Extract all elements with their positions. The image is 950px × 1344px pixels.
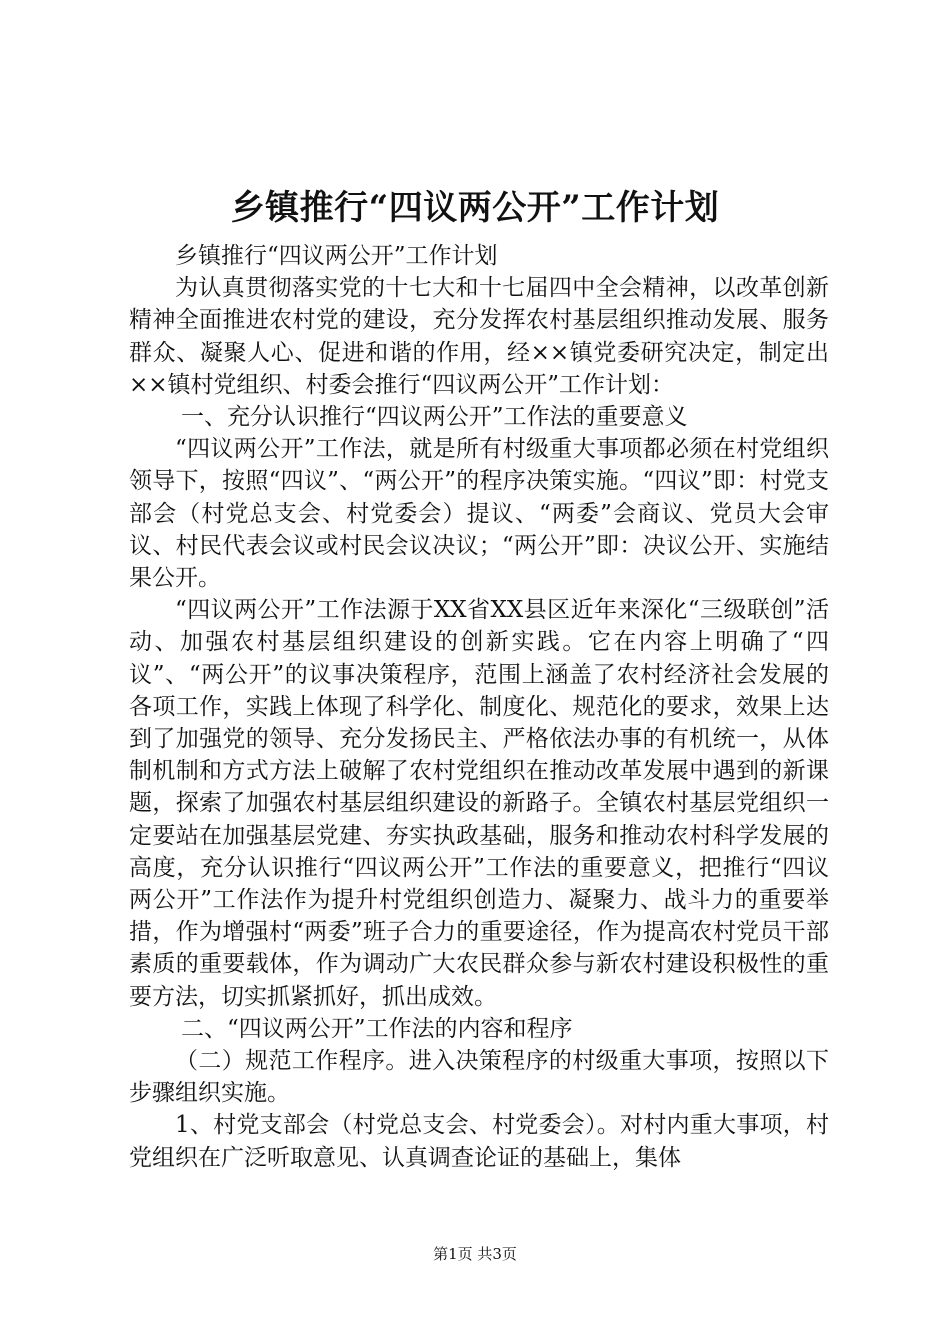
paragraph-step-1: 1、村党支部会（村党总支会、村党委会）。对村内重大事项，村党组织在广泛听取意见、认真调查论证的基础上，集体 — [129, 1112, 829, 1171]
document-body — [129, 240, 829, 1174]
section-heading-1: 一、充分认识推行“四议两公开”工作法的重要意义 — [181, 404, 688, 431]
page-footer: 第1页 共3页 — [433, 1245, 517, 1263]
paragraph-significance: “四议两公开”工作法源于XX省XX县区近年来深化“三级联创”活动、加强农村基层组织建设的创新实践。它在内容上明确了“四议”、“两公开”的议事决策程序，范围上涵盖了农村经济社会发展的各项工作，实践上体现了科学化、制度化、规范化的要求，效果上达到了加强党的领导、充分发扬民主、严格依法办事的有机统一，从体制机制和方式方法上破解了农村党组织在推动改革发展中遇到的新课题，探索了加强农村基层组织建设的新路子。全镇农村基层党组织一定要站在加强基层党建、夯实执政基础，服务和推动农村科学发展的高度，充分认识推行“四议两公开”工作法的重要意义，把推行“四议两公开”工作法作为提升村党组织创造力、凝聚力、战斗力的重要举措，作为增强村“两委”班子合力的重要途径，作为提高农村党员干部素质的重要载体，作为调动广大农民群众参与新农村建设积极性的重要方法，切实抓紧抓好，抓出成效。 — [129, 597, 829, 1010]
document-title: 乡镇推行“四议两公开”工作计划 — [230, 188, 720, 228]
paragraph-intro: 为认真贯彻落实党的十七大和十七届四中全会精神，以改革创新精神全面推进农村党的建设，充分发挥农村基层组织推动发展、服务群众、凝聚人心、促进和谐的作用，经××镇党委研究决定，制定出××镇村党组织、村委会推行“四议两公开”工作计划： — [129, 275, 829, 398]
paragraph-repeat-title: 乡镇推行“四议两公开”工作计划 — [175, 243, 498, 269]
paragraph-definition: “四议两公开”工作法，就是所有村级重大事项都必须在村党组织领导下，按照“四议”、“两公开”的程序决策实施。“四议”即：村党支部会（村党总支会、村党委会）提议、“两委”会商议、党员大会审议、村民代表会议或村民会议决议；“两公开”即：决议公开、实施结果公开。 — [129, 436, 829, 592]
section-heading-2: 二、“四议两公开”工作法的内容和程序 — [181, 1015, 573, 1042]
paragraph-procedure: （二）规范工作程序。进入决策程序的村级重大事项，按照以下步骤组织实施。 — [129, 1048, 829, 1107]
